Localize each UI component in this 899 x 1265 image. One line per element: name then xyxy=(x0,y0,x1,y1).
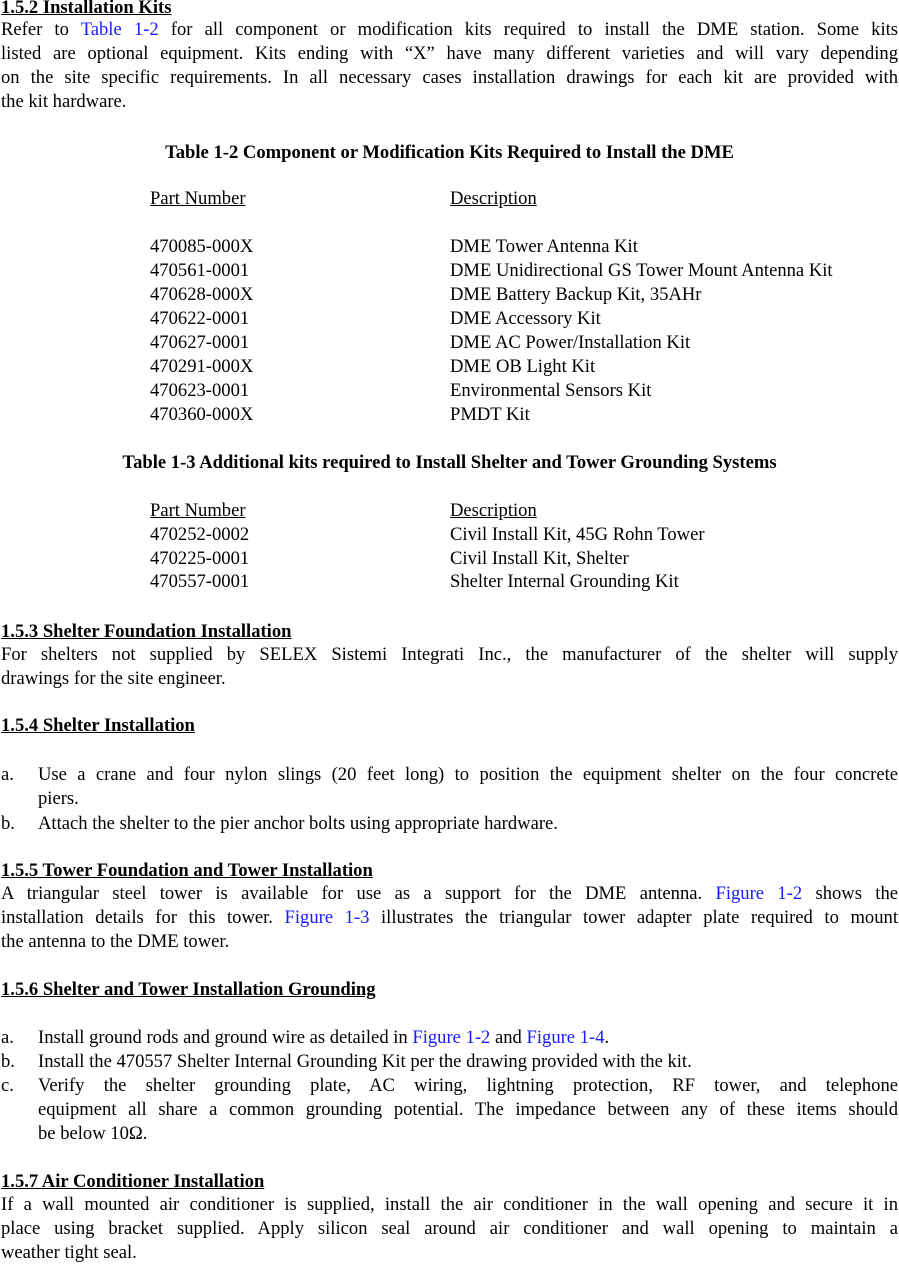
list-item xyxy=(1,1074,898,1146)
figure-1-3-link[interactable]: Figure 1-3 xyxy=(284,907,370,928)
section-heading-1-5-7: 1.5.7 Air Conditioner Installation xyxy=(1,1171,265,1192)
list-marker: a. xyxy=(1,764,14,785)
part-number-cell: 470627-0001 xyxy=(150,332,250,353)
description-cell: DME Accessory Kit xyxy=(450,308,601,329)
text-line: the antenna to the DME tower. xyxy=(1,931,230,952)
table-1-3-caption: Table 1-3 Additional kits required to Install Shelter and Tower Grounding Systems xyxy=(122,452,777,473)
description-cell: Environmental Sensors Kit xyxy=(450,380,652,401)
text-fragment: . xyxy=(604,1027,610,1048)
section-heading-1-5-3: 1.5.3 Shelter Foundation Installation xyxy=(1,621,292,642)
text-line: equipment all share a common grounding potential. The impedance between any of these items should xyxy=(38,1099,898,1120)
description-cell: DME Tower Antenna Kit xyxy=(450,236,638,257)
text-line: piers. xyxy=(38,788,79,809)
part-number-cell: 470628-000X xyxy=(150,284,254,305)
figure-1-2-link[interactable]: Figure 1-2 xyxy=(412,1027,491,1048)
text-line: Verify the shelter grounding plate, AC wiring, lightning protection, RF tower, and telephone xyxy=(38,1075,898,1096)
description-cell: DME Unidirectional GS Tower Mount Antenna Kit xyxy=(450,260,833,281)
description-cell: DME Battery Backup Kit, 35AHr xyxy=(450,284,702,305)
text-line: the kit hardware. xyxy=(1,91,127,112)
text-fragment: Refer to xyxy=(1,19,81,40)
paragraph-tower-installation xyxy=(1,882,898,954)
text-line: drawings for the site engineer. xyxy=(1,668,226,689)
description-cell: Shelter Internal Grounding Kit xyxy=(450,571,679,592)
list-text xyxy=(38,1074,898,1146)
list-text xyxy=(38,763,898,811)
column-header-description: Description xyxy=(450,500,537,521)
part-number-cell: 470085-000X xyxy=(150,236,254,257)
paragraph-shelter-foundation xyxy=(1,643,898,691)
list-item xyxy=(1,1050,898,1074)
column-header-part-number: Part Number xyxy=(150,188,246,209)
column-header-description: Description xyxy=(450,188,537,209)
text-line: Attach the shelter to the pier anchor bolts using appropriate hardware. xyxy=(38,813,558,834)
paragraph-air-conditioner xyxy=(1,1193,898,1265)
figure-1-2-link[interactable]: Figure 1-2 xyxy=(715,883,803,904)
text-line xyxy=(1,18,898,42)
description-cell: DME AC Power/Installation Kit xyxy=(450,332,691,353)
list-marker: b. xyxy=(1,1051,15,1072)
text-fragment: and xyxy=(490,1027,527,1048)
table-1-2-caption: Table 1-2 Component or Modification Kits Required to Install the DME xyxy=(165,142,734,163)
paragraph-installation-kits xyxy=(1,18,898,114)
part-number-cell: 470561-0001 xyxy=(150,260,250,281)
text-fragment: Install ground rods and ground wire as detailed in xyxy=(38,1027,413,1048)
text-fragment: illustrates the triangular tower adapter plate required to mount xyxy=(369,907,898,928)
part-number-cell: 470622-0001 xyxy=(150,308,250,329)
text-line: Install the 470557 Shelter Internal Grounding Kit per the drawing provided with the kit. xyxy=(38,1051,692,1072)
description-cell: PMDT Kit xyxy=(450,404,530,425)
part-number-cell: 470225-0001 xyxy=(150,548,250,569)
part-number-cell: 470291-000X xyxy=(150,356,254,377)
column-header-part-number: Part Number xyxy=(150,500,246,521)
section-heading-1-5-2: 1.5.2 Installation Kits xyxy=(1,0,172,18)
text-line: listed are optional equipment. Kits ending with “X” have many different varieties and will vary depending xyxy=(1,43,898,64)
description-cell: Civil Install Kit, Shelter xyxy=(450,548,629,569)
text-line xyxy=(1,882,898,906)
text-line: weather tight seal. xyxy=(1,1242,137,1263)
table-1-2-link[interactable]: Table 1-2 xyxy=(80,19,159,40)
text-line: If a wall mounted air conditioner is supplied, install the air conditioner in the wall opening and secure it in xyxy=(1,1194,898,1215)
list-text xyxy=(38,812,898,836)
part-number-cell: 470557-0001 xyxy=(150,571,250,592)
list-item xyxy=(1,1026,898,1050)
section-heading-1-5-4: 1.5.4 Shelter Installation xyxy=(1,715,195,736)
text-fragment: A triangular steel tower is available for use as a support for the DME antenna. xyxy=(1,883,716,904)
text-line: For shelters not supplied by SELEX Sistemi Integrati Inc., the manufacturer of the shelter will supply xyxy=(1,644,898,665)
list-marker: c. xyxy=(1,1075,14,1096)
text-line: Use a crane and four nylon slings (20 feet long) to position the equipment shelter on the four concrete xyxy=(38,764,898,785)
text-fragment: for all component or modification kits required to install the DME station. Some kits xyxy=(158,19,899,40)
part-number-cell: 470623-0001 xyxy=(150,380,250,401)
text-line: place using bracket supplied. Apply silicon seal around air conditioner and wall opening to maintain a xyxy=(1,1218,898,1239)
figure-1-4-link[interactable]: Figure 1-4 xyxy=(526,1027,605,1048)
text-fragment: installation details for this tower. xyxy=(1,907,285,928)
part-number-cell: 470252-0002 xyxy=(150,524,250,545)
part-number-cell: 470360-000X xyxy=(150,404,254,425)
description-cell: Civil Install Kit, 45G Rohn Tower xyxy=(450,524,705,545)
section-heading-1-5-6: 1.5.6 Shelter and Tower Installation Grounding xyxy=(1,979,376,1000)
text-line xyxy=(1,906,898,930)
text-line xyxy=(38,1026,898,1050)
list-item xyxy=(1,812,898,836)
list-marker: a. xyxy=(1,1027,14,1048)
text-line: be below 10Ω. xyxy=(38,1123,148,1144)
text-line: on the site specific requirements. In all necessary cases installation drawings for each kit are provided with xyxy=(1,67,898,88)
list-item xyxy=(1,763,898,811)
text-fragment: shows the xyxy=(802,883,898,904)
section-heading-1-5-5: 1.5.5 Tower Foundation and Tower Installation xyxy=(1,860,373,881)
list-text xyxy=(38,1050,898,1074)
list-marker: b. xyxy=(1,813,15,834)
description-cell: DME OB Light Kit xyxy=(450,356,596,377)
list-text xyxy=(38,1026,898,1050)
